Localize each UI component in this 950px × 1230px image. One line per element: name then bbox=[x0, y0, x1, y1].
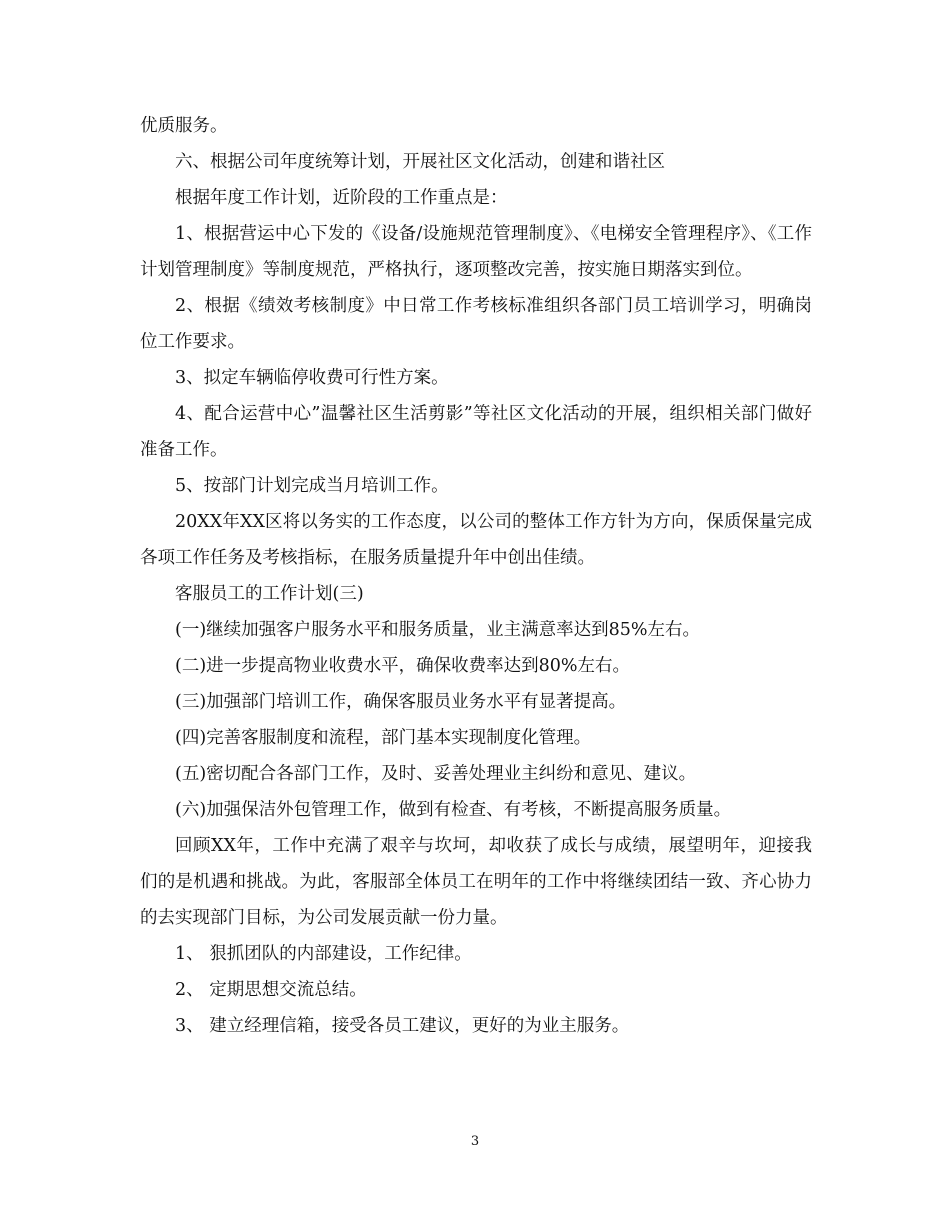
paragraph: 3、拟定车辆临停收费可行性方案。 bbox=[175, 368, 449, 388]
paragraph: (一)继续加强客户服务水平和服务质量，业主满意率达到85%左右。 bbox=[175, 620, 701, 640]
paragraph: 3、 建立经理信箱，接受各员工建议，更好的为业主服务。 bbox=[175, 1016, 630, 1036]
paragraph: (五)密切配合各部门工作，及时、妥善处理业主纠纷和意见、建议。 bbox=[175, 764, 697, 784]
document-body bbox=[140, 108, 812, 1044]
paragraph: (六)加强保洁外包管理工作，做到有检查、有考核，不断提高服务质量。 bbox=[175, 800, 732, 820]
section-heading: 客服员工的工作计划(三) bbox=[175, 584, 364, 604]
paragraph: 2、 定期思想交流总结。 bbox=[175, 980, 367, 1000]
page-number: 3 bbox=[470, 1134, 480, 1149]
paragraph: (三)加强部门培训工作，确保客服员业务水平有显著提高。 bbox=[175, 692, 627, 712]
paragraph: 回顾XX年，工作中充满了艰辛与坎坷，却收获了成长与成绩，展望明年，迎接我们的是机遇和挑战。为此，客服部全体员工在明年的工作中将继续团结一致、齐心协力的去实现部门目标，为公司发展贡献一份力量。 bbox=[140, 836, 812, 928]
paragraph: (四)完善客服制度和流程，部门基本实现制度化管理。 bbox=[175, 728, 592, 748]
paragraph: (二)进一步提高物业收费水平，确保收费率达到80%左右。 bbox=[175, 656, 631, 676]
paragraph: 2、根据《绩效考核制度》中日常工作考核标准组织各部门员工培训学习，明确岗位工作要求。 bbox=[140, 296, 812, 352]
paragraph: 4、配合运营中心”温馨社区生活剪影”等社区文化活动的开展，组织相关部门做好准备工作。 bbox=[140, 404, 812, 460]
paragraph: 六、根据公司年度统筹计划，开展社区文化活动，创建和谐社区 bbox=[175, 152, 665, 172]
paragraph: 1、根据营运中心下发的《设备/设施规范管理制度》、《电梯安全管理程序》、《工作计划管理制度》等制度规范，严格执行，逐项整改完善，按实施日期落实到位。 bbox=[140, 224, 812, 280]
paragraph: 优质服务。 bbox=[140, 116, 228, 136]
paragraph: 根据年度工作计划，近阶段的工作重点是： bbox=[175, 188, 508, 208]
paragraph: 1、 狠抓团队的内部建设，工作纪律。 bbox=[175, 944, 472, 964]
paragraph: 5、按部门计划完成当月培训工作。 bbox=[175, 476, 449, 496]
paragraph: 20XX年XX区将以务实的工作态度，以公司的整体工作方针为方向，保质保量完成各项工作任务及考核指标，在服务质量提升年中创出佳绩。 bbox=[140, 512, 812, 568]
